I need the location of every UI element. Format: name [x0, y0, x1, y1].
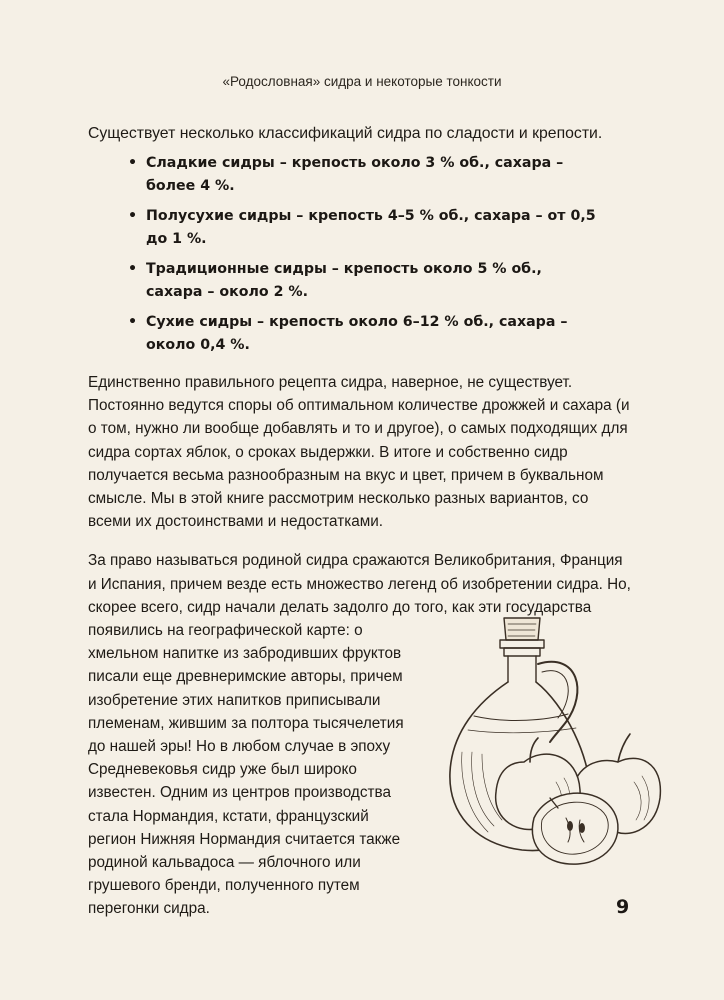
list-item — [128, 311, 596, 357]
list-item — [128, 258, 596, 304]
bullet-icon: • — [128, 208, 138, 224]
running-header: «Родословная» сидра и некоторые тонкости — [222, 74, 502, 89]
apple-half-icon — [532, 793, 618, 864]
page-number: 9 — [616, 896, 630, 918]
list-item-text: Традиционные сидры – крепость около 5 % об., сахара – около 2 %. — [146, 261, 542, 300]
list-item — [128, 152, 596, 198]
bullet-icon: • — [128, 261, 138, 277]
list-item-text: Сладкие сидры – крепость около 3 % об., сахара – более 4 %. — [146, 155, 564, 194]
list-item-text: Полусухие сидры – крепость 4–5 % об., сахара – от 0,5 до 1 %. — [146, 208, 596, 247]
list-item — [128, 205, 596, 251]
classification-list — [88, 152, 633, 357]
origin-paragraph-top: За право называться родиной сидра сражаются Великобритания, Франция и Испания, причем везде есть множество легенд об изобретении сидра. Но, скорее всего, сидр начали делать задолго до того, как эти государства — [88, 552, 631, 616]
recipe-paragraph: Единственно правильного рецепта сидра, наверное, не существует. Постоянно ведутся споры об оптимальном количестве дрожжей и сахара (и о том, нужно ли вообще добавлять и то и другое), о самых подходящих для сидра сортах яблок, о сроках выдержки. В итоге и собственно сидр получается весьма разнообразным на вкус и цвет, причем в буквальном смысле. Мы в этой книге рассмотрим несколько разных вариантов, со всеми их достоинствами и недостатками. — [88, 374, 630, 531]
bullet-icon: • — [128, 155, 138, 171]
bullet-icon: • — [128, 314, 138, 330]
jug-handle — [538, 662, 577, 742]
origin-paragraph-wrapped: появились на географической карте: о хмельном напитке из забродивших фруктов писали еще древнеримские авторы, причем изобретение этих напитков приписывали племенам, жившим за полтора тысячелетия до нашей эры! Но в любом случае в эпоху Средневековья сидр уже был широко известен. Одним из центров производства стала Нормандия, кстати, французский регион Нижняя Нормандия считается также родиной кальвадоса — яблочного или грушевого бренди, полученного путем перегонки сидра. — [88, 622, 404, 918]
cork-icon — [504, 618, 540, 640]
list-item-text: Сухие сидры – крепость около 6–12 % об., сахара – около 0,4 %. — [146, 314, 568, 353]
intro-sentence: Существует несколько классификаций сидра по сладости и крепости. — [88, 125, 603, 142]
cider-jug-apples-illustration — [438, 612, 668, 874]
